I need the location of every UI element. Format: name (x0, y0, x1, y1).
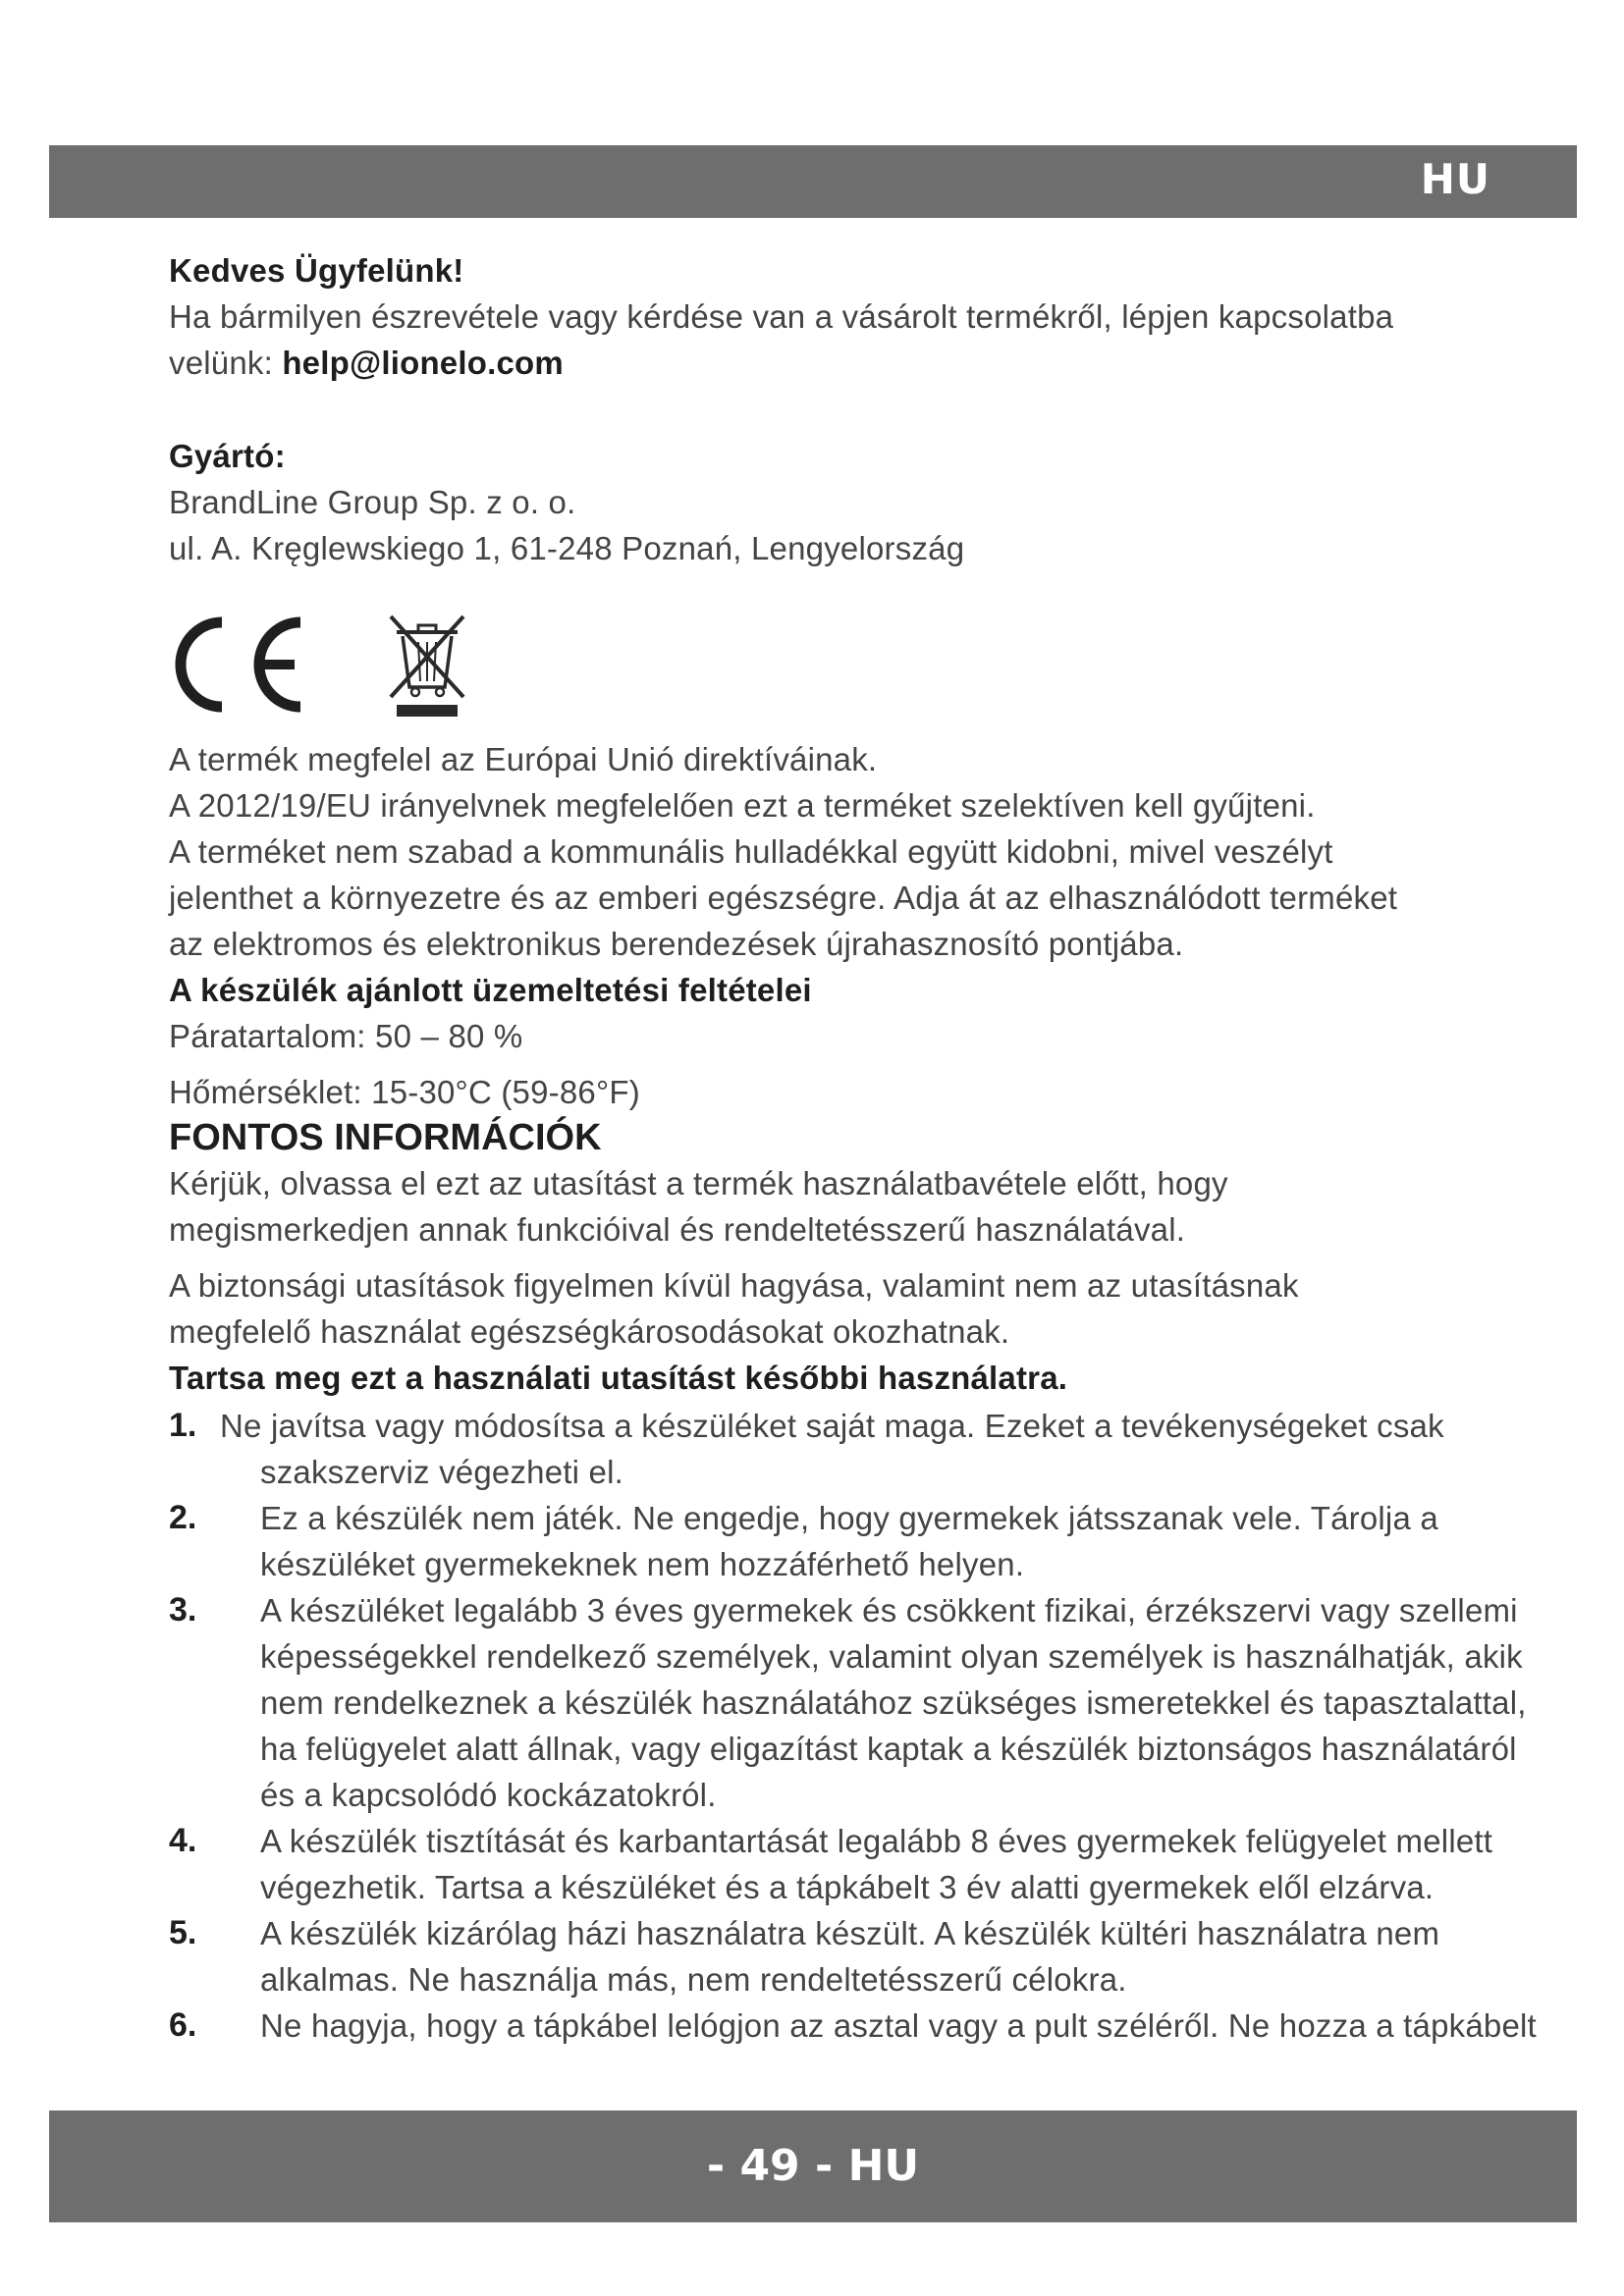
footer-band (49, 2110, 1577, 2222)
greeting-line: Ha bármilyen észrevétele vagy kérdése van a vásárolt termékről, lépjen kapcsolatba (169, 298, 1394, 335)
compliance-line: A termék megfelel az Európai Unió direktíváinak. (169, 741, 878, 777)
ce-mark-icon (165, 611, 312, 719)
list-text: A készülék tisztítását és karbantartását legalább 8 éves gyermekek felügyelet mellett (260, 1823, 1493, 1859)
keep-instructions: Tartsa meg ezt a használati utasítást későbbi használatra. (169, 1360, 1068, 1396)
list-item (169, 1818, 1543, 1910)
compliance-line: az elektromos és elektronikus berendezések újrahasznosító pontjába. (169, 926, 1184, 962)
list-text: végezhetik. Tartsa a készüléket és a tápkábelt 3 év alatti gyermekek elől elzárva. (260, 1869, 1435, 1905)
list-text: szakszerviz végezheti el. (260, 1454, 623, 1490)
important-heading: FONTOS INFORMÁCIÓK (169, 1117, 602, 1158)
list-item (169, 1495, 1543, 1587)
list-number: 5. (169, 1914, 197, 1951)
list-item (169, 1403, 1543, 1495)
list-text: készüléket gyermekeknek nem hozzáférhető helyen. (260, 1546, 1025, 1582)
conditions-humidity: Páratartalom: 50 – 80 % (169, 1018, 523, 1054)
list-text: A készülék kizárólag házi használatra készült. A készülék kültéri használatra nem (260, 1915, 1440, 1951)
list-text: és a kapcsolódó kockázatokról. (260, 1777, 717, 1813)
list-text: Ne hagyja, hogy a tápkábel lelógjon az asztal vagy a pult széléről. Ne hozza a tápkábelt (260, 2007, 1537, 2044)
certification-symbols (165, 601, 1543, 728)
list-text: ha felügyelet alatt állnak, vagy eligazítást kaptak a készülék biztonságos használatáról (260, 1731, 1517, 1767)
weee-crossed-bin-icon (383, 611, 471, 719)
list-text: alkalmas. Ne használja más, nem rendeltetésszerű célokra. (260, 1961, 1127, 1998)
compliance-line: A terméket nem szabad a kommunális hulladékkal együtt kidobni, mivel veszélyt (169, 833, 1333, 870)
contact-email[interactable]: help@lionelo.com (282, 345, 564, 381)
list-text: képességekkel rendelkező személyek, valamint olyan személyek is használhatják, akik (260, 1638, 1523, 1675)
language-code: HU (1420, 155, 1490, 203)
important-paragraph: A biztonsági utasítások figyelmen kívül hagyása, valamint nem az utasításnak (169, 1267, 1299, 1304)
header-band (49, 145, 1577, 218)
manufacturer-address: ul. A. Kręglewskiego 1, 61-248 Poznań, Lengyelország (169, 530, 965, 566)
greeting-title: Kedves Ügyfelünk! (169, 252, 464, 289)
list-text: Ez a készülék nem játék. Ne engedje, hogy gyermekek játsszanak vele. Tárolja a (260, 1500, 1438, 1536)
manufacturer-name: BrandLine Group Sp. z o. o. (169, 484, 576, 520)
list-item (169, 1910, 1543, 2002)
important-paragraph: megismerkedjen annak funkcióival és rendeltetésszerű használatával. (169, 1211, 1186, 1248)
list-item (169, 2002, 1543, 2049)
list-number: 2. (169, 1499, 197, 1536)
list-text: nem rendelkeznek a készülék használatához szükséges ismeretekkel és tapasztalattal, (260, 1684, 1527, 1721)
safety-list (169, 1403, 1543, 2049)
compliance-line: jelenthet a környezetre és az emberi egészségre. Adja át az elhasználódott terméket (169, 880, 1398, 916)
list-text: Ne javítsa vagy módosítsa a készüléket saját maga. Ezeket a tevékenységeket csak (220, 1408, 1444, 1444)
manufacturer-title: Gyártó: (169, 438, 286, 474)
conditions-temperature: Hőmérséklet: 15-30°C (59-86°F) (169, 1074, 640, 1110)
page-content (169, 247, 1543, 2049)
list-item (169, 1587, 1543, 1818)
important-paragraph: megfelelő használat egészségkárosodásokat okozhatnak. (169, 1313, 1010, 1350)
conditions-title: A készülék ajánlott üzemeltetési feltételei (169, 972, 812, 1008)
page-number: - 49 - HU (706, 2141, 920, 2191)
greeting-line-contact (169, 340, 1543, 386)
important-paragraph: Kérjük, olvassa el ezt az utasítást a termék használatbavétele előtt, hogy (169, 1165, 1228, 1201)
list-text: A készüléket legalább 3 éves gyermekek és csökkent fizikai, érzékszervi vagy szellemi (260, 1592, 1518, 1629)
list-number: 1. (169, 1407, 197, 1444)
list-number: 6. (169, 2006, 197, 2044)
list-number: 3. (169, 1591, 197, 1629)
contact-prefix: velünk: (169, 345, 283, 381)
compliance-line: A 2012/19/EU irányelvnek megfelelően ezt a terméket szelektíven kell gyűjteni. (169, 787, 1316, 824)
list-number: 4. (169, 1822, 197, 1859)
